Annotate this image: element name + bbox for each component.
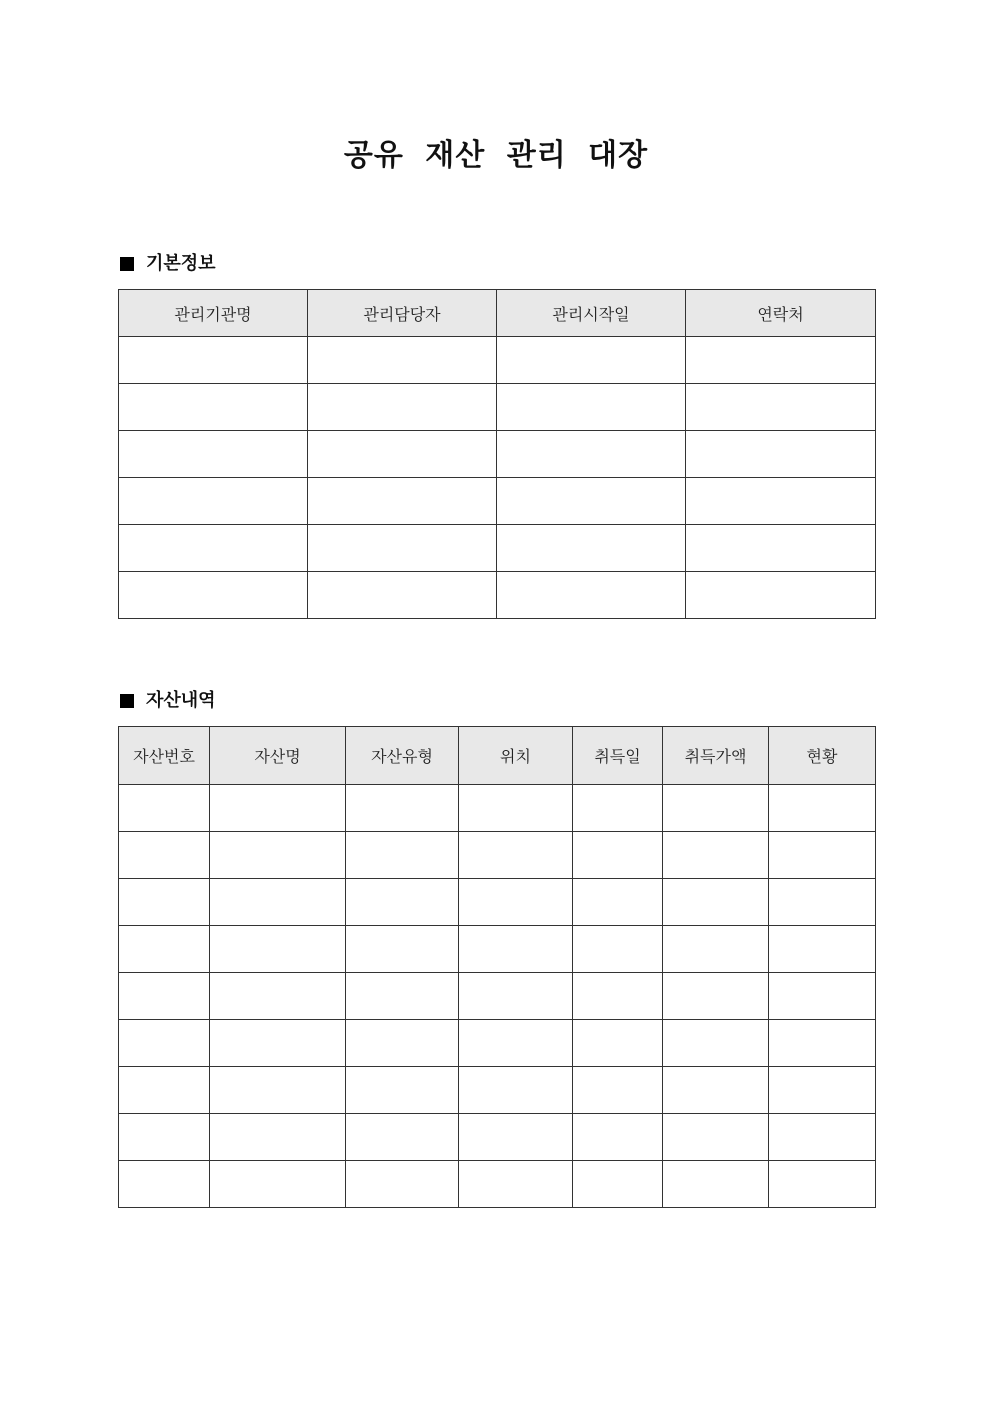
table-cell[interactable] [663, 973, 769, 1020]
table-row [119, 1067, 876, 1114]
table-cell[interactable] [119, 337, 308, 384]
table-cell[interactable] [663, 1020, 769, 1067]
table-cell[interactable] [459, 1067, 573, 1114]
table-cell[interactable] [308, 478, 497, 525]
section-heading-label: 자산내역 [146, 690, 216, 711]
section-heading-asset-list [118, 689, 216, 713]
table-row [119, 1161, 876, 1208]
table-cell[interactable] [210, 1067, 346, 1114]
table-cell[interactable] [573, 832, 663, 879]
table-cell[interactable] [119, 431, 308, 478]
table-cell[interactable] [210, 926, 346, 973]
table-cell[interactable] [210, 1161, 346, 1208]
table-cell[interactable] [769, 1020, 876, 1067]
table-row [119, 832, 876, 879]
table-cell[interactable] [497, 431, 686, 478]
table-cell[interactable] [119, 1114, 210, 1161]
table-cell[interactable] [308, 525, 497, 572]
table-cell[interactable] [573, 1067, 663, 1114]
table-row [119, 1114, 876, 1161]
column-header: 자산유형 [346, 727, 459, 785]
table-cell[interactable] [119, 926, 210, 973]
table-cell[interactable] [459, 1020, 573, 1067]
table-cell[interactable] [497, 384, 686, 431]
column-header: 연락처 [686, 290, 876, 337]
table-cell[interactable] [769, 1114, 876, 1161]
table-row [119, 478, 876, 525]
column-header: 현황 [769, 727, 876, 785]
table-cell[interactable] [573, 926, 663, 973]
table-header-row [119, 290, 876, 337]
table-row [119, 384, 876, 431]
table-cell[interactable] [210, 973, 346, 1020]
table-cell[interactable] [686, 572, 876, 619]
table-row [119, 525, 876, 572]
table-cell[interactable] [459, 1114, 573, 1161]
table-cell[interactable] [119, 384, 308, 431]
table-cell[interactable] [308, 384, 497, 431]
table-cell[interactable] [119, 832, 210, 879]
asset-list-table [118, 726, 876, 1208]
table-cell[interactable] [459, 973, 573, 1020]
table-cell[interactable] [308, 431, 497, 478]
table-cell[interactable] [459, 926, 573, 973]
table-cell[interactable] [210, 832, 346, 879]
table-row [119, 431, 876, 478]
table-cell[interactable] [769, 832, 876, 879]
table-cell[interactable] [346, 1020, 459, 1067]
table-cell[interactable] [769, 1067, 876, 1114]
table-cell[interactable] [119, 478, 308, 525]
table-cell[interactable] [497, 478, 686, 525]
column-header: 자산명 [210, 727, 346, 785]
column-header: 취득가액 [663, 727, 769, 785]
table-cell[interactable] [210, 1020, 346, 1067]
column-header: 관리기관명 [119, 290, 308, 337]
column-header: 위치 [459, 727, 573, 785]
table-cell[interactable] [459, 832, 573, 879]
table-cell[interactable] [346, 1114, 459, 1161]
table-cell[interactable] [346, 879, 459, 926]
column-header: 관리시작일 [497, 290, 686, 337]
table-cell[interactable] [686, 337, 876, 384]
table-cell[interactable] [686, 431, 876, 478]
table-cell[interactable] [459, 879, 573, 926]
table-cell[interactable] [459, 785, 573, 832]
table-cell[interactable] [210, 785, 346, 832]
table-cell[interactable] [459, 1161, 573, 1208]
table-row [119, 785, 876, 832]
table-cell[interactable] [210, 879, 346, 926]
table-cell[interactable] [346, 785, 459, 832]
table-row [119, 973, 876, 1020]
table-row [119, 337, 876, 384]
black-square-icon [120, 694, 134, 708]
table-cell[interactable] [573, 1161, 663, 1208]
table-cell[interactable] [497, 572, 686, 619]
table-cell[interactable] [573, 1114, 663, 1161]
table-cell[interactable] [686, 478, 876, 525]
table-cell[interactable] [573, 785, 663, 832]
table-cell[interactable] [769, 879, 876, 926]
table-cell[interactable] [663, 1161, 769, 1208]
table-cell[interactable] [573, 1020, 663, 1067]
table-cell[interactable] [686, 384, 876, 431]
table-cell[interactable] [686, 525, 876, 572]
table-cell[interactable] [769, 785, 876, 832]
table-cell[interactable] [497, 525, 686, 572]
table-cell[interactable] [346, 973, 459, 1020]
table-cell[interactable] [119, 1020, 210, 1067]
table-cell[interactable] [663, 1067, 769, 1114]
table-cell[interactable] [769, 926, 876, 973]
column-header: 자산번호 [119, 727, 210, 785]
basic-info-table [118, 289, 876, 619]
table-cell[interactable] [769, 1161, 876, 1208]
table-cell[interactable] [769, 973, 876, 1020]
table-cell[interactable] [119, 572, 308, 619]
table-cell[interactable] [573, 973, 663, 1020]
table-cell[interactable] [346, 1161, 459, 1208]
table-cell[interactable] [663, 785, 769, 832]
table-cell[interactable] [346, 1067, 459, 1114]
table-cell[interactable] [663, 832, 769, 879]
column-header: 관리담당자 [308, 290, 497, 337]
table-row [119, 879, 876, 926]
table-row [119, 1020, 876, 1067]
section-heading-basic-info [118, 252, 216, 276]
black-square-icon [120, 257, 134, 271]
table-cell[interactable] [119, 973, 210, 1020]
table-header-row [119, 727, 876, 785]
table-cell[interactable] [119, 1161, 210, 1208]
table-cell[interactable] [119, 525, 308, 572]
table-cell[interactable] [663, 879, 769, 926]
table-cell[interactable] [308, 572, 497, 619]
table-cell[interactable] [119, 785, 210, 832]
table-cell[interactable] [210, 1114, 346, 1161]
table-cell[interactable] [497, 337, 686, 384]
table-cell[interactable] [346, 832, 459, 879]
table-row [119, 926, 876, 973]
table-cell[interactable] [663, 1114, 769, 1161]
table-cell[interactable] [119, 879, 210, 926]
section-heading-label: 기본정보 [146, 253, 216, 274]
table-cell[interactable] [346, 926, 459, 973]
table-cell[interactable] [573, 879, 663, 926]
document-title: 공유 재산 관리 대장 [343, 138, 649, 173]
table-cell[interactable] [308, 337, 497, 384]
table-cell[interactable] [119, 1067, 210, 1114]
table-cell[interactable] [663, 926, 769, 973]
column-header: 취득일 [573, 727, 663, 785]
table-row [119, 572, 876, 619]
